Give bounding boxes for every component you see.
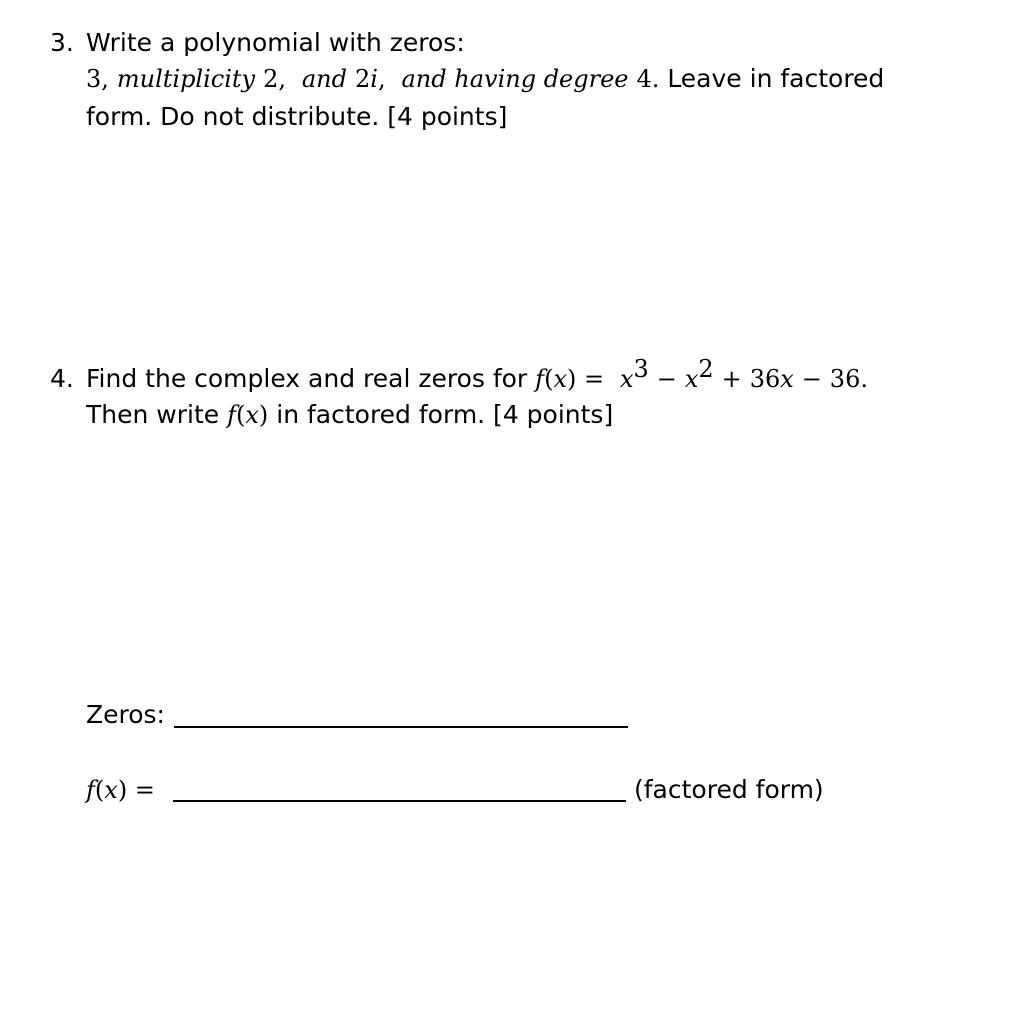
- q3-line2: 3, multiplicity 2, and 2i, and having degree 4. Leave in factored: [86, 64, 885, 93]
- q3-line3: form. Do not distribute. [4 points]: [86, 102, 508, 131]
- q3-line1: Write a polynomial with zeros:: [86, 28, 465, 57]
- q3-number: 3.: [50, 28, 74, 57]
- q4-number: 4.: [50, 364, 74, 393]
- zeros-answer-blank[interactable]: [174, 704, 628, 728]
- fx-label: f(x) =: [86, 776, 155, 804]
- zeros-label: Zeros:: [86, 700, 165, 729]
- factored-form-answer-blank[interactable]: [173, 778, 626, 802]
- factored-form-note: (factored form): [634, 775, 824, 804]
- q4-line2: Then write f(x) in factored form. [4 points]: [86, 400, 614, 429]
- q4-line1: Find the complex and real zeros for $f(x) = x^3 - x^2 + 36x - 36$.: [86, 355, 868, 393]
